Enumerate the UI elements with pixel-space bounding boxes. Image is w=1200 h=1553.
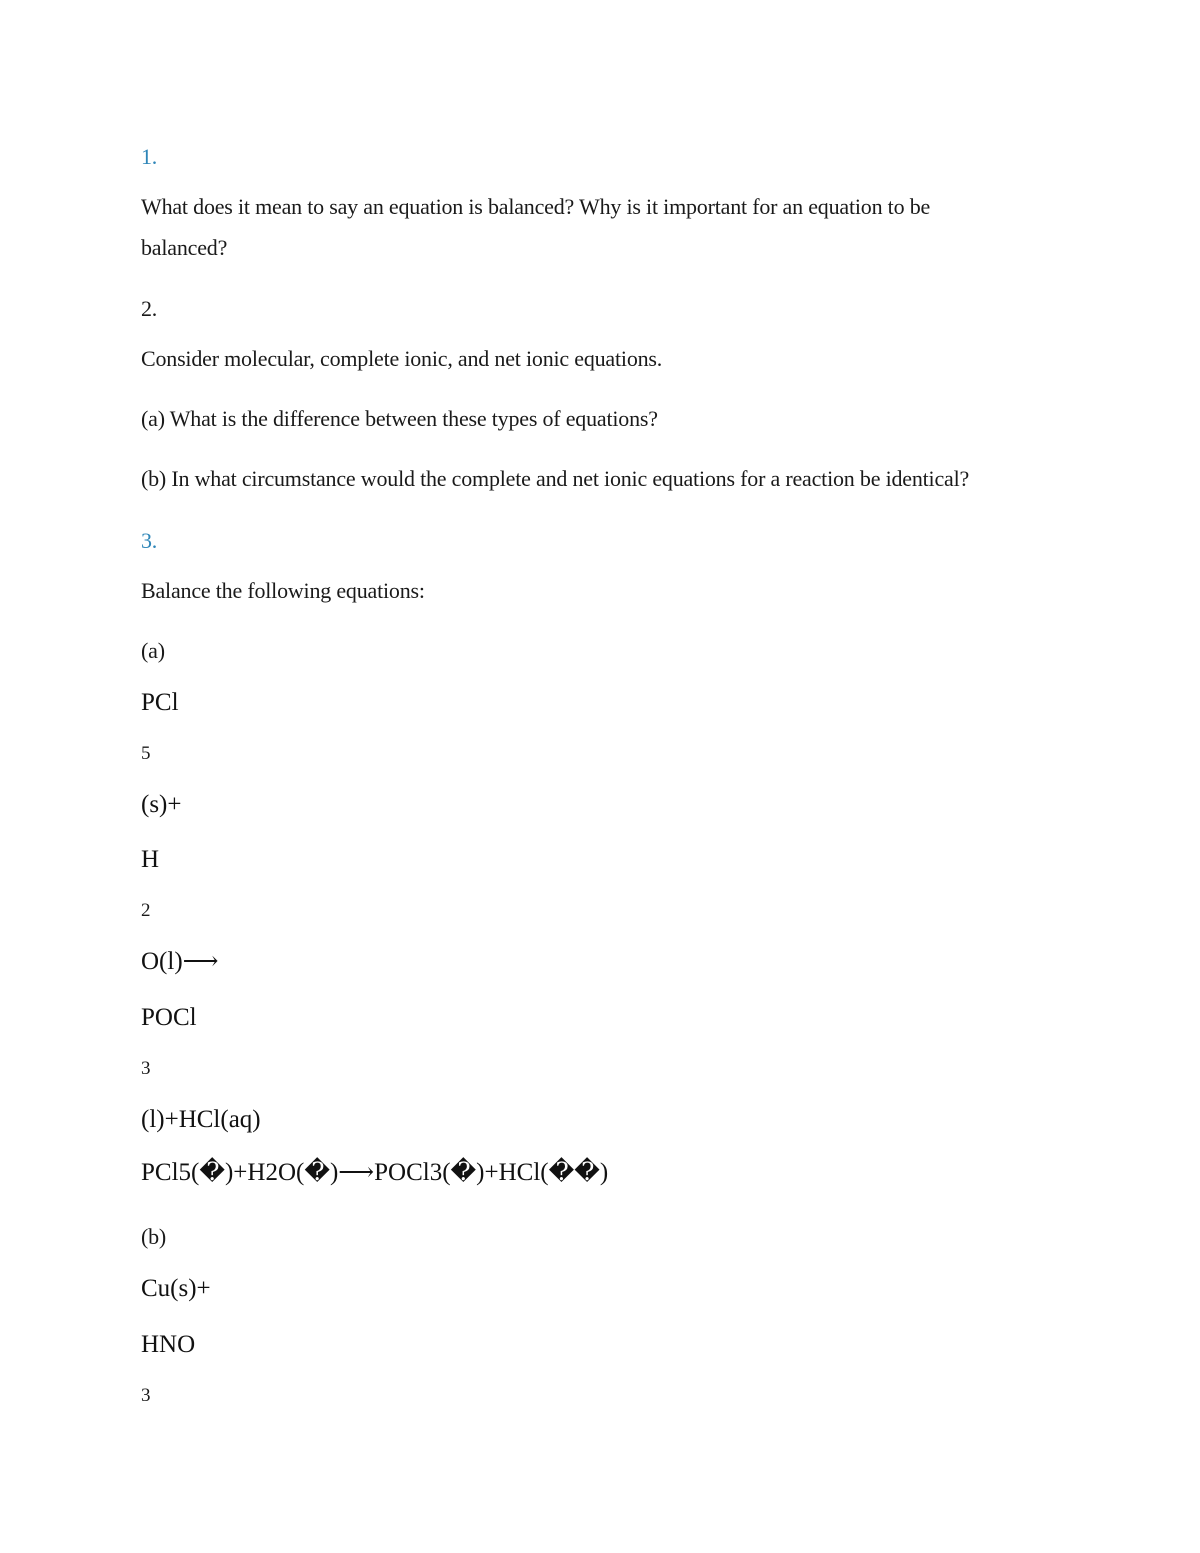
question-3-intro: Balance the following equations: [141, 578, 425, 603]
question-1-number: 1. [141, 144, 158, 169]
question-1-text-line-1: What does it mean to say an equation is balanced? Why is it important for an equation to be [141, 194, 931, 219]
equation-a-fragment-pocl: POCl [141, 1004, 197, 1031]
equation-b-fragment-copper: Cu(s)+ [141, 1275, 211, 1302]
equation-a-fragment-solid-plus: (s)+ [141, 791, 182, 818]
equation-a-fragment-products: (l)+HCl(aq) [141, 1106, 261, 1133]
equation-a-fragment-water-arrow: O(l)⟶ [141, 948, 219, 975]
equation-a-fallback-text: PCl5(�)+H2O(�)⟶POCl3(�)+HCl(��) [141, 1159, 609, 1186]
equation-a-fragment-subscript-5: 5 [141, 743, 151, 764]
equation-a-fragment-h: H [141, 846, 160, 873]
question-3-part-b-label: (b) [141, 1224, 167, 1249]
equation-b-fragment-subscript-3: 3 [141, 1385, 151, 1406]
question-2-intro: Consider molecular, complete ionic, and net ionic equations. [141, 346, 663, 371]
equation-a-fragment-subscript-3: 3 [141, 1058, 151, 1079]
equation-b-fragment-hno: HNO [141, 1331, 196, 1358]
question-3-part-a-label: (a) [141, 638, 165, 663]
question-2-part-a: (a) What is the difference between these types of equations? [141, 406, 658, 431]
question-2-number: 2. [141, 296, 158, 321]
question-3-number: 3. [141, 528, 158, 553]
question-2-part-b: (b) In what circumstance would the complete and net ionic equations for a reaction be identical? [141, 466, 970, 491]
equation-a-fragment-pcl: PCl [141, 689, 179, 716]
question-1-text-line-2: balanced? [141, 235, 228, 260]
equation-a-fragment-subscript-2: 2 [141, 900, 151, 921]
